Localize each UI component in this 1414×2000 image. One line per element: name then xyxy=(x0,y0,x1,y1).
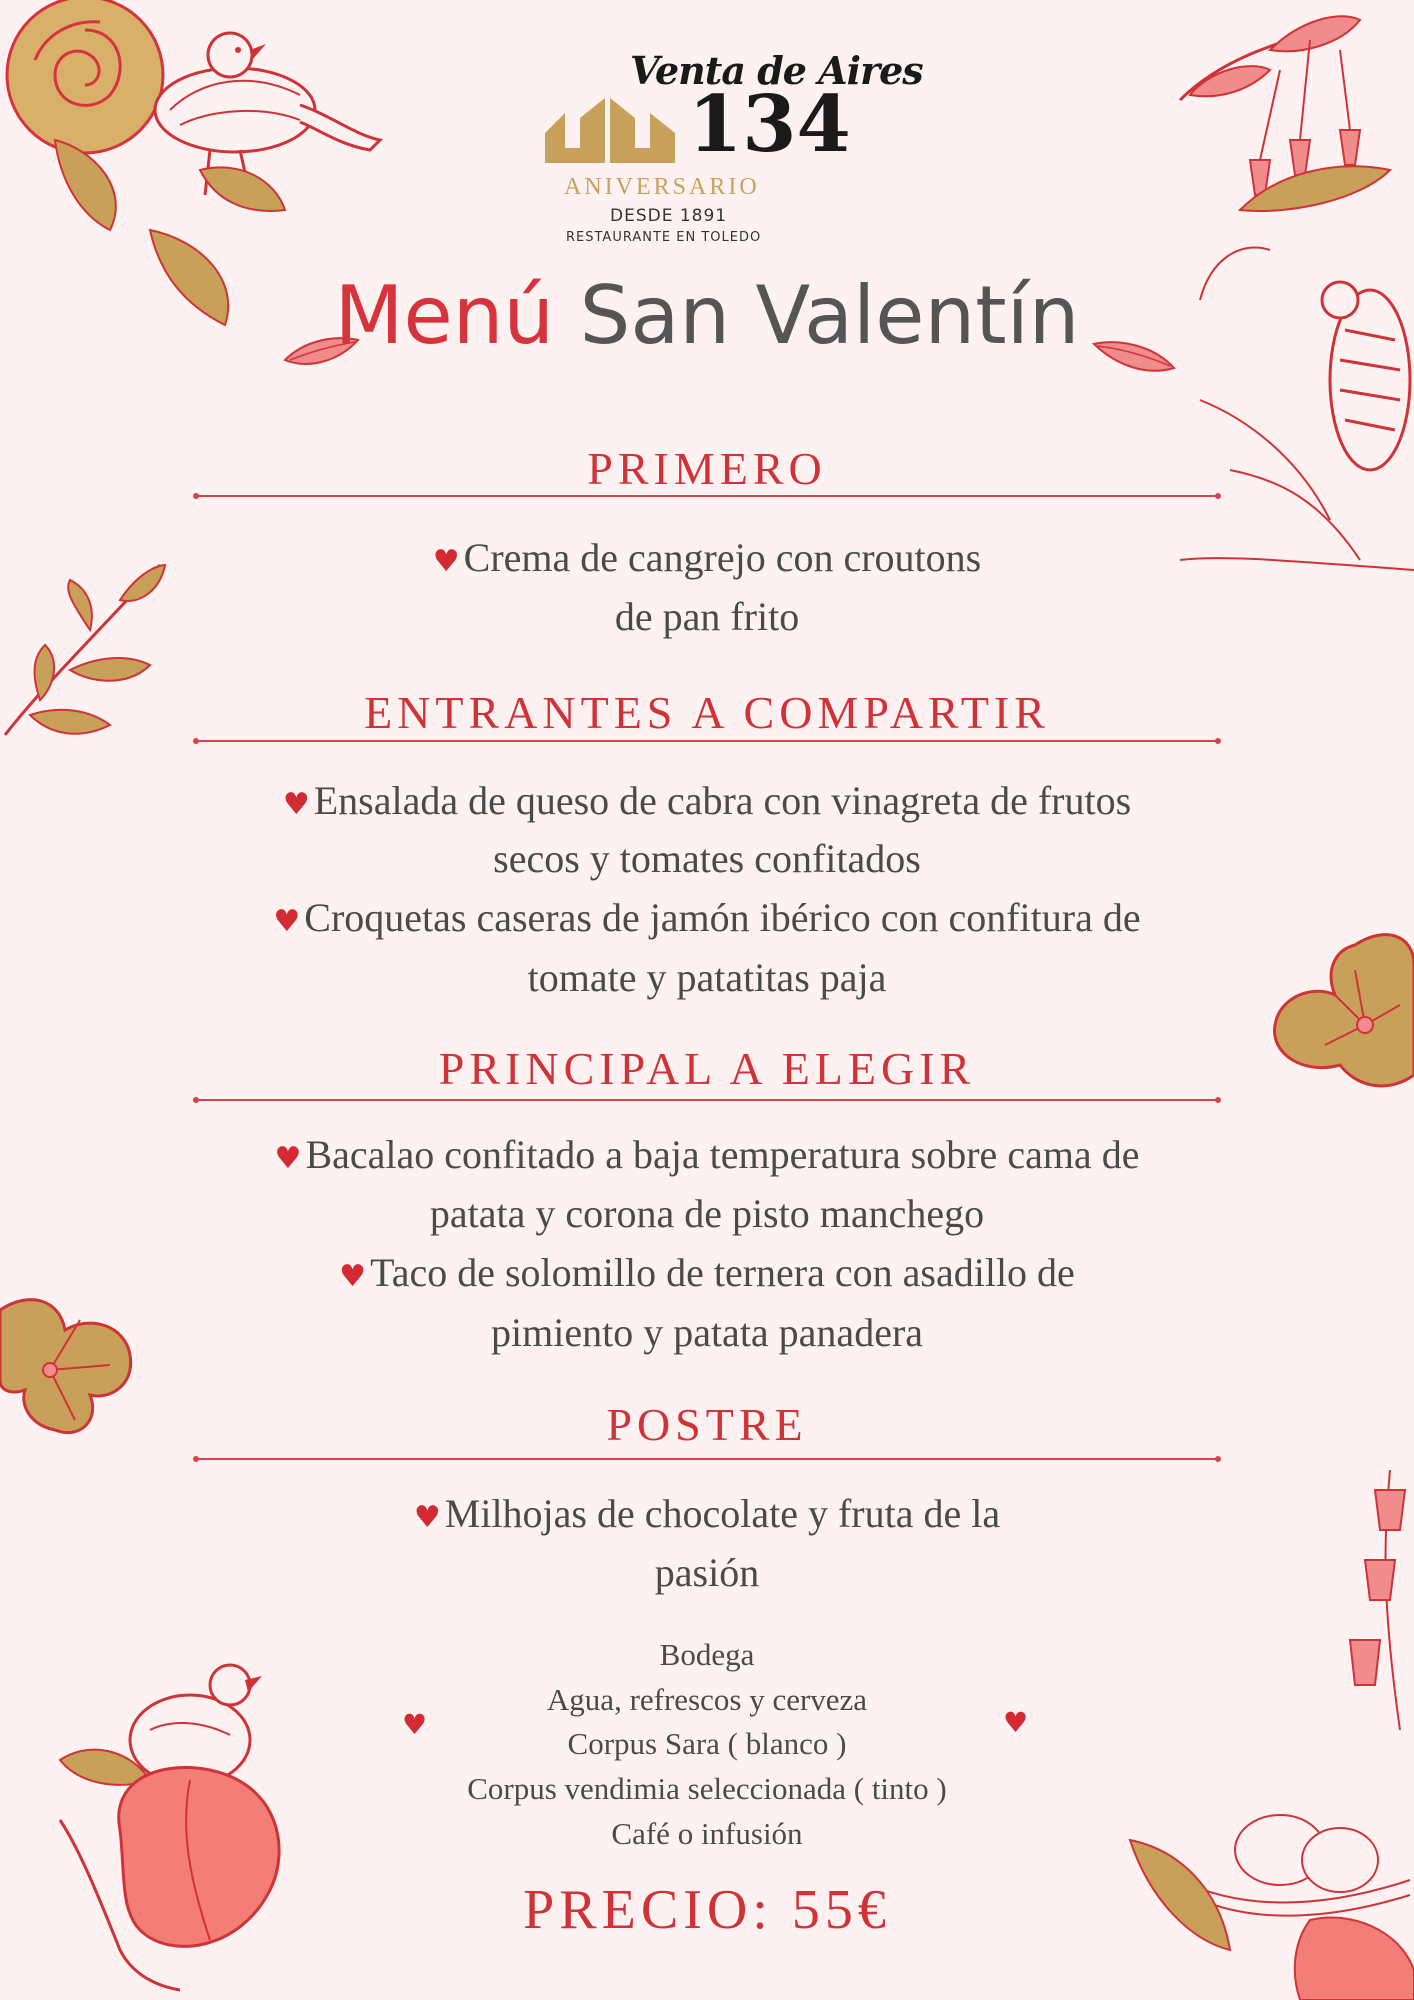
title-part-1: Menú xyxy=(334,269,555,362)
logo-since: DESDE 1891 xyxy=(610,206,728,226)
restaurant-logo xyxy=(540,48,923,248)
menu-item-line: tomate y patatitas paja xyxy=(527,955,887,1000)
logo-emblem-icon xyxy=(540,88,680,168)
heart-icon: ♥ xyxy=(413,1500,441,1535)
heart-icon: ♥ xyxy=(273,904,301,939)
heart-icon: ♥ xyxy=(432,544,460,579)
page-title xyxy=(0,269,1414,362)
section-divider xyxy=(196,1458,1218,1460)
menu-item-line: pimiento y patata panadera xyxy=(490,1310,924,1355)
section-title-principal: PRINCIPAL A ELEGIR xyxy=(438,1043,976,1094)
menu-item-line: pasión xyxy=(654,1550,760,1595)
heart-icon: ♥ xyxy=(282,787,310,822)
menu-item-line: secos y tomates confitados xyxy=(493,836,921,881)
logo-brand: Venta de Aires xyxy=(630,48,923,93)
menu-item-line: ♥ Bacalao confitado a baja temperatura sobre cama de xyxy=(274,1132,1140,1177)
menu-item-line: ♥ Milhojas de chocolate y fruta de la xyxy=(413,1491,1001,1536)
menu-price: PRECIO: 55€ xyxy=(523,1879,891,1941)
section-divider xyxy=(196,740,1218,742)
menu-item-line: patata y corona de pisto manchego xyxy=(429,1191,985,1236)
heart-icon: ♥ xyxy=(402,1708,428,1741)
logo-anniversary-number: 134 xyxy=(688,79,851,170)
drinks-heading: Bodega xyxy=(659,1637,755,1672)
menu-item-line: ♥ Taco de solomillo de ternera con asadillo de xyxy=(339,1250,1075,1295)
menu-item-line: de pan frito xyxy=(614,594,800,639)
drinks-item: Café o infusión xyxy=(611,1816,803,1851)
menu-item-line: ♥ Crema de cangrejo con croutons xyxy=(432,535,982,580)
drinks-item: Agua, refrescos y cerveza xyxy=(546,1682,868,1717)
menu-item-line: ♥ Ensalada de queso de cabra con vinagreta de frutos xyxy=(282,778,1132,823)
drinks-item: Corpus Sara ( blanco ) xyxy=(567,1726,847,1761)
section-title-primero: PRIMERO xyxy=(587,443,827,494)
logo-anniversary-label: ANIVERSARIO xyxy=(564,174,760,200)
heart-icon: ♥ xyxy=(274,1141,302,1176)
logo-tagline: RESTAURANTE EN TOLEDO xyxy=(566,230,762,245)
section-divider xyxy=(196,495,1218,497)
heart-icon: ♥ xyxy=(1003,1706,1029,1739)
section-title-postre: POSTRE xyxy=(606,1399,808,1450)
title-part-2: San Valentín xyxy=(579,269,1080,362)
menu-item-line: ♥ Croquetas caseras de jamón ibérico con confitura de xyxy=(273,895,1141,940)
section-title-entrantes: ENTRANTES A COMPARTIR xyxy=(364,687,1050,738)
section-divider xyxy=(196,1099,1218,1101)
drinks-item: Corpus vendimia seleccionada ( tinto ) xyxy=(467,1771,947,1806)
heart-icon: ♥ xyxy=(339,1259,367,1294)
